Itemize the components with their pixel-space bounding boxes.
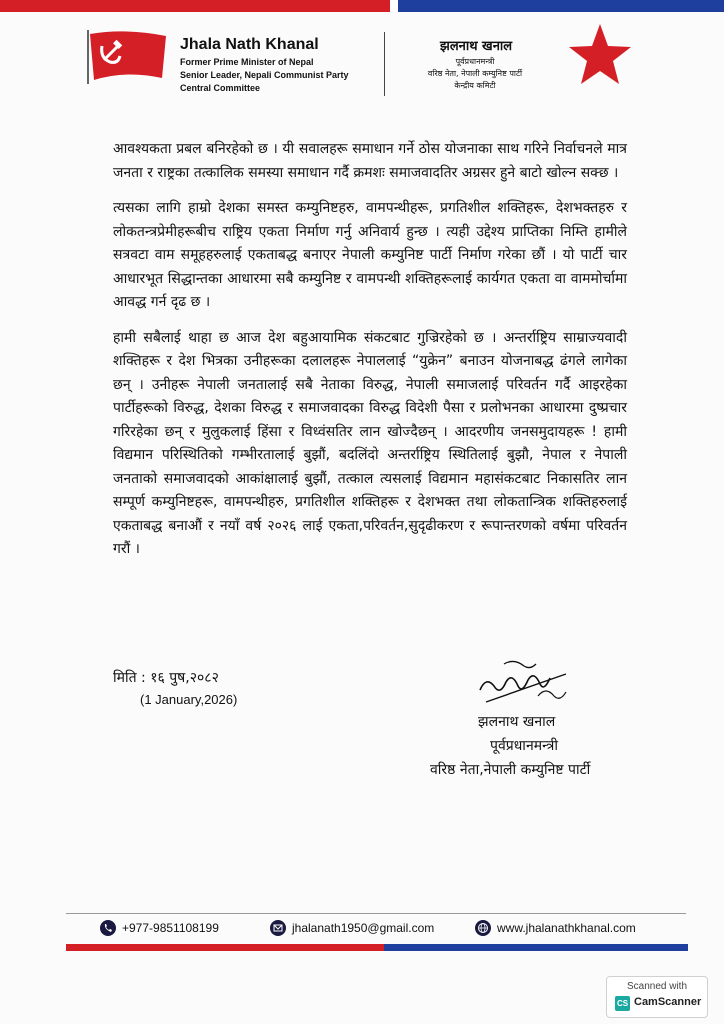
subtitle-nepali-line-2: वरिष्ठ नेता, नेपाली कम्युनिष्ट पार्टी [427,69,523,78]
header-divider [384,32,385,96]
email-address[interactable]: jhalanath1950@gmail.com [292,921,435,935]
footer-top-line [66,913,686,914]
phone-number: +977-9851108199 [122,921,219,935]
globe-icon [475,920,491,936]
body-paragraph-1: आवश्यकता प्रबल बनिरहेको छ । यी सवालहरू समाधान गर्ने ठोस योजनाका साथ गरिने निर्वाचनले मात्र जनता र राष्ट्रका तत्कालिक समस्या समाधान गर्दै क्रमशः समाजवादतिर अग्रसर हुने बाटो खोल्न सक्छ । [113,141,627,181]
date-nepali: मिति : १६ पुष,२०८२ [113,670,219,686]
signer-role: वरिष्ठ नेता,नेपाली कम्युनिष्ट पार्टी [430,762,591,778]
hammer-sickle-flag-icon [86,28,170,84]
footer-blue-bar [384,944,688,951]
subtitle-english-line-2: Senior Leader, Nepali Communist Party [180,70,349,80]
body-paragraph-2: त्यसका लागि हाम्रो देशका समस्त कम्युनिष्टहरु, वामपन्थीहरू, प्रगतिशील शक्तिहरू, देशभक्तहरु र लोकतन्त्रप्रेमीहरूबीच राष्ट्रिय एकता निर्माण गर्नु अनिवार्य हुन्छ । त्यही उद्देश्य प्राप्तिका निम्ति हामीले सत्रवटा वाम समूहहरुलाई एकताबद्ध बनाएर नेपाली कम्युनिष्ट पार्टी निर्माण गरेका छौं । यो पार्टी चार आधारभूत सिद्धान्तका आधारमा सबै कम्युनिष्ट र वामपन्थी शक्तिहरूलाई कार्यगत एकता वा वाममोर्चामा आवद्ध गर्न दृढ छ । [113,200,627,310]
top-red-bar [0,0,390,12]
scanner-title: Scanned with [626,981,688,992]
date-english: (1 January,2026) [140,692,238,707]
camscanner-logo-icon: CS [615,996,630,1011]
red-star-icon [567,22,633,88]
handwritten-signature [474,656,574,714]
footer-phone [100,920,219,936]
name-nepali: झलनाथ खनाल [440,39,513,54]
subtitle-english-line-1: Former Prime Minister of Nepal [180,57,314,67]
footer-red-bar [66,944,384,951]
letter-body [113,138,627,574]
scanner-app-name: CamScanner [634,996,702,1008]
signer-name: झलनाथ खनाल [478,714,556,730]
footer-email [270,920,434,936]
subtitle-english-line-3: Central Committee [180,83,261,93]
subtitle-nepali-line-1: पूर्वप्रधानमन्त्री [455,57,495,66]
signer-title: पूर्वप्रधानमन्त्री [490,738,558,754]
phone-icon [100,920,116,936]
camscanner-watermark [606,976,708,1018]
body-paragraph-3: हामी सबैलाई थाहा छ आज देश बहुआयामिक संकटबाट गुज्रिरहेको छ । अन्तर्राष्ट्रिय साम्राज्यवादी शक्तिहरू र देश भित्रका उनीहरूका दलालहरू नेपाललाई “युक्रेन” बनाउन योजनाबद्ध ढंगले लागेका छन् । उनीहरू नेपाली जनतालाई सबै नेताका विरुद्ध, नेपाली समाजलाई परिवर्तन गर्दै आइरहेका पार्टीहरूको विरुद्ध, देशका विरुद्ध र समाजवादका विरुद्ध विदेशी पैसा र प्रलोभनका आधारमा दुष्प्रचार गरिरहेका छन् र मुलुकलाई हिंसा र विध्वंसतिर लान खोज्दैछन् । आदरणीय जनसमुदायहरू ! हामी विद्यमान परिस्थितिको गम्भीरतालाई बुझौं, बदलिंदो अन्तर्राष्ट्रिय स्थितिलाई बुझौ, नेपाल र नेपाली जनताको समाजवादको आकांक्षालाई बुझौं, तत्काल त्यसलाई विद्यमान महासंकटबाट निकासतिर लान सम्पूर्ण कम्युनिष्टहरू, वामपन्थीहरु, प्रगतिशील शक्तिहरू र देशभक्त तथा लोकतान्त्रिक शक्तिहरुलाई एकताबद्ध बनाऔं र नयाँ वर्ष २०२६ लाई एकता,परिवर्तन,सुदृढीकरण र रूपान्तरणको वर्षमा परिवर्तन गरौं । [113,329,627,557]
name-english: Jhala Nath Khanal [180,36,319,53]
top-bar-gap [390,0,398,12]
footer-website [475,920,636,936]
email-icon [270,920,286,936]
website-url[interactable]: www.jhalanathkhanal.com [497,921,636,935]
subtitle-nepali-line-3: केन्द्रीय कमिटी [454,81,496,90]
top-blue-bar [398,0,724,12]
